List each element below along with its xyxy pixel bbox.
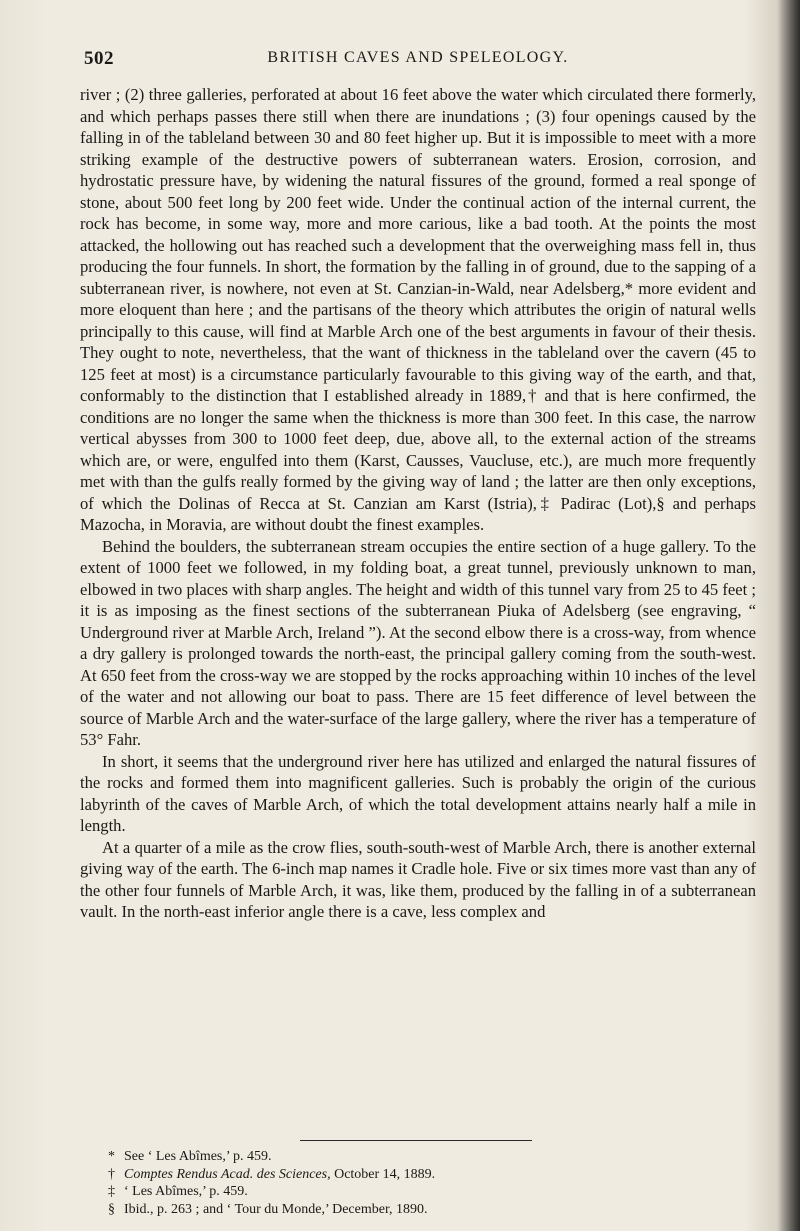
footnote-mark: ‡ bbox=[108, 1184, 115, 1199]
paragraph-2: Behind the boulders, the subterranean stream occupies the entire section of a huge gallery. To the extent of 1000 feet we followed, in my folding boat, a great tunnel, previously unknown to man, elbowed in two places with sharp angles. The height and width of this tunnel vary from 25 to 45 feet ; it is as imposing as the finest sections of the subterranean Piuka of Adelsberg (see engraving, “ Underground river at Marble Arch, Ireland ”). At the second elbow there is a cross-way, from whence a dry gallery is prolonged towards the north-east, the principal gallery coming from the south-west. At 650 feet from the cross-way we are stopped by the rocks approaching within 10 inches of the level of the water and not allowing our boat to pass. There are 15 feet difference of level between the source of Marble Arch and the water-surface of the large gallery, where the river has a temperature of 53° Fahr. bbox=[80, 536, 756, 749]
footnote-2 bbox=[108, 1166, 748, 1184]
footnote-text: Ibid., p. 263 ; and ‘ Tour du Monde,’ December, 1890. bbox=[124, 1201, 428, 1217]
footnote-text: ‘ Les Abîmes,’ p. 459. bbox=[124, 1184, 248, 1199]
footnote-text: See ‘ Les Abîmes,’ p. 459. bbox=[124, 1149, 272, 1164]
page-number: 502 bbox=[84, 48, 114, 69]
footnote-rule bbox=[300, 1140, 532, 1141]
footnote-italic-title: Comptes Rendus Acad. des Sciences, bbox=[124, 1166, 331, 1182]
footnote-mark: § bbox=[108, 1201, 115, 1217]
footnote-4 bbox=[108, 1201, 748, 1219]
footnote-mark: † bbox=[108, 1166, 115, 1182]
footnote-1 bbox=[108, 1148, 748, 1166]
paragraph-1: river ; (2) three galleries, perforated at about 16 feet above the water which circulated there formerly, and which perhaps passes there still when there are inundations ; (3) four openings caused by the falling in of the tableland between 30 and 80 feet higher up. But it is impossible to meet with a more striking example of the destructive powers of subterranean waters. Erosion, corrosion, and hydrostatic pressure have, by widening the natural fissures of the ground, formed a real sponge of stone, about 500 feet long by 200 feet wide. Under the continual action of the internal current, the rock has become, in some way, more and more carious, like a bad tooth. At the points the most attacked, the hollowing out has reached such a development that the overweighing mass fell in, thus producing the four funnels. In short, the formation by the falling in of ground, due to the sapping of a subterranean river, is nowhere, not even at St. Canzian-in-Wald, near Adelsberg,* more evident and more eloquent than here ; and the partisans of the theory which attributes the origin of natural wells principally to this cause, will find at Marble Arch one of the best arguments in favour of their thesis. They ought to note, nevertheless, that the want of thickness in the tableland over the cavern (45 to 125 feet at most) is a circumstance particularly favourable to this giving way of the earth, and that, conformably to the distinction that I established already in 1889,† and that is here confirmed, the conditions are no longer the same when the thickness is more than 300 feet. In this case, the narrow vertical abysses from 300 to 1000 feet deep, due, above all, to the external action of the streams which are, or were, engulfed into them (Karst, Causses, Vaucluse, etc.), are much more frequently met with than the gulfs really formed by the giving way of land ; the latter are then only exceptions, of which the Dolinas of Recca at St. Canzian am Karst (Istria),‡ Padirac (Lot),§ and perhaps Mazocha, in Moravia, are without doubt the finest examples. bbox=[80, 85, 756, 534]
running-title: BRITISH CAVES AND SPELEOLOGY. bbox=[267, 49, 569, 66]
footnote-3 bbox=[108, 1183, 748, 1201]
paragraph-3: In short, it seems that the underground river here has utilized and enlarged the natural fissures of the rocks and formed them into magnificent galleries. Such is probably the origin of the curious labyrinth of the caves of Marble Arch, of which the total development attains nearly half a mile in length. bbox=[80, 751, 756, 835]
body-text bbox=[80, 84, 756, 923]
footnote-mark: * bbox=[108, 1149, 115, 1164]
paragraph-4: At a quarter of a mile as the crow flies, south-south-west of Marble Arch, there is another external giving way of the earth. The 6-inch map names it Cradle hole. Five or six times more vast than any of the other four funnels of Marble Arch, it was, like them, produced by the falling in of a subterranean vault. In the north-east inferior angle there is a cave, less complex and bbox=[80, 837, 756, 921]
page-header bbox=[84, 48, 752, 72]
footnote-text: October 14, 1889. bbox=[330, 1166, 436, 1182]
footnotes bbox=[108, 1148, 748, 1218]
page-spine-shadow bbox=[778, 0, 800, 1231]
